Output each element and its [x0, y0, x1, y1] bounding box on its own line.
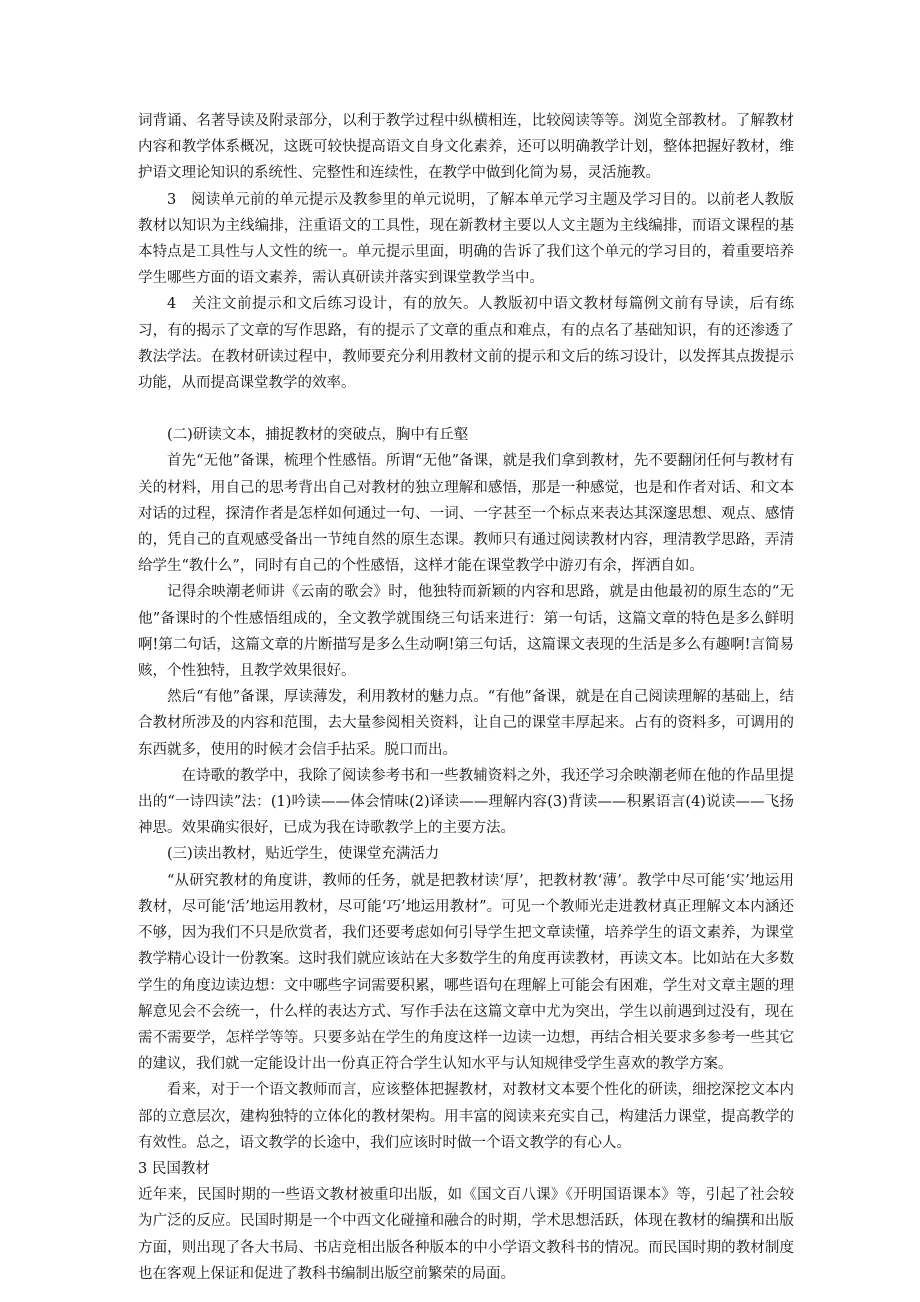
- paragraph-continued: 词背诵、名著导读及附录部分，以利于教学过程中纵横相连，比较阅读等等。浏览全部教材。了解教材内容和教学体系概况，这既可较快提高语文自身文化素养，还可以明确教学计划，整体把握好教材，维护语文理论知识的系统性、完整性和连续性，在教学中做到化简为易，灵活施教。: [138, 113, 794, 182]
- paragraph-minguo: 近年来，民国时期的一些语文教材被重印出版，如《国文百八课》《开明国语课本》等，引起了社会较为广泛的反应。民国时期是一个中西文化碰撞和融合的时期，学术思想活跃，体现在教材的编撰和出版方面，则出现了各大书局、书店竞相出版各种版本的中小学语文教科书的情况。而民国时期的教材制度也在客观上保证和促进了教科书编制出版空前繁荣的局面。: [138, 1187, 794, 1282]
- document-body: [138, 108, 794, 1287]
- paragraph-you-ta: 然后“有他”备课，厚读薄发，利用教材的魅力点。“有他”备课，就是在自己阅读理解的基础上，结合教材所涉及的内容和范围，去大量参阅相关资料，让自己的课堂丰厚起来。占有的资料多，可调用的东西就多，使用的时候才会信手拈采。脱口而出。: [138, 689, 794, 758]
- chapter-heading-minguo: 3 民国教材: [138, 1160, 210, 1177]
- paragraph-wu-ta: 首先“无他”备课，梳理个性感悟。所谓“无他”备课，就是我们拿到教材，先不要翻闭任何与教材有关的材料，用自己的思考背出自己对教材的独立理解和感悟，那是一种感觉，也是和作者对话、和文本对话的过程，探清作者是怎样如何通过一句、一词、一字甚至一个标点来表达其深邃思想、观点、感情的，凭自己的直观感受备出一节纯自然的原生态课。教师只有通过阅读教材内容，理清教学思路，弄清给学生“教什么”，同时有自己的个性感悟，这样才能在课堂教学中游刃有余，挥洒自如。: [138, 453, 794, 575]
- paragraph-item-3: 3 阅读单元前的单元提示及教参里的单元说明，了解本单元学习主题及学习目的。以前老人教版教材以知识为主线编排，注重语文的工具性，现在新教材主要以人文主题为主线编排，而语文课程的基本特点是工具性与人文性的统一。单元提示里面，明确的告诉了我们这个单元的学习目的，着重要培养学生哪些方面的语文素养，需认真研读并落实到课堂教学当中。: [138, 191, 794, 287]
- paragraph-read-textbook: “从研究教材的角度讲，教师的任务，就是把教材读‘厚’，把教材教‘薄’。教学中尽可能‘实’地运用教材，尽可能‘活’地运用教材，尽可能‘巧’地运用教材”。可见一个教师光走进教材真正理解文本内涵还不够，因为我们不只是欣赏者，我们还要考虑如何引导学生把文章读懂，培养学生的语文素养，为课堂教学精心设计一份教案。这时我们就应该站在大多数学生的角度再读教材，再读文本。比如站在大多数学生的角度边读边想：文中哪些字词需要积累，哪些语句在理解上可能会有困难，学生对文章主题的理解意见会不会统一，什么样的表达方式、写作手法在这篇文章中尤为突出，学生以前遇到过没有，现在需不需要学，怎样学等等。只要多站在学生的角度这样一边读一边想，再结合相关要求多参考一些其它的建议，我们就一定能设计出一份真正符合学生认知水平与认知规律受学生喜欢的教学方案。: [138, 872, 794, 1073]
- paragraph-yu-yingchao: 记得余映潮老师讲《云南的歌会》时，他独特而新颖的内容和思路，就是由他最初的原生态的“无他”备课时的个性感悟组成的，全文教学就围绕三句话来进行：第一句话，这篇文章的特色是多么鲜明啊!第二句话，这篇文章的片断描写是多么生动啊!第三句话，这篇课文表现的生活是多么有趣啊!言简易赅，个性独特，且教学效果很好。: [138, 584, 794, 680]
- paragraph-item-4: 4 关注文前提示和文后练习设计，有的放矢。人教版初中语文教材每篇例文前有导读，后有练习，有的揭示了文章的写作思路，有的提示了文章的重点和难点，有的点名了基础知识，有的还渗透了教法学法。在教材研读过程中，教师要充分利用教材文前的提示和文后的练习设计，以发挥其点拨提示功能，从而提高课堂教学的效率。: [138, 296, 794, 392]
- section-heading-2: (二)研读文本，捕捉教材的突破点，胸中有丘壑: [167, 427, 469, 444]
- paragraph-poetry: 在诗歌的教学中，我除了阅读参考书和一些教辅资料之外，我还学习余映潮老师在他的作品里提出的“一诗四读”法：(1)吟读——体会情味(2)译读——理解内容(3)背读——积累语言(4)说读——飞扬神思。效果确实很好，已成为我在诗歌教学上的主要方法。: [138, 767, 794, 837]
- paragraph-gap: [138, 396, 794, 422]
- section-heading-3: (三)读出教材，贴近学生，使课堂充满活力: [167, 846, 440, 863]
- paragraph-summary: 看来，对于一个语文教师而言，应该整体把握教材，对教材文本要个性化的研读，细挖深挖文本内部的立意层次，建构独特的立体化的教材架构。用丰富的阅读来充实自己，构建活力课堂，提高教学的有效性。总之，语文教学的长途中，我们应该时时做一个语文教学的有心人。: [138, 1082, 794, 1151]
